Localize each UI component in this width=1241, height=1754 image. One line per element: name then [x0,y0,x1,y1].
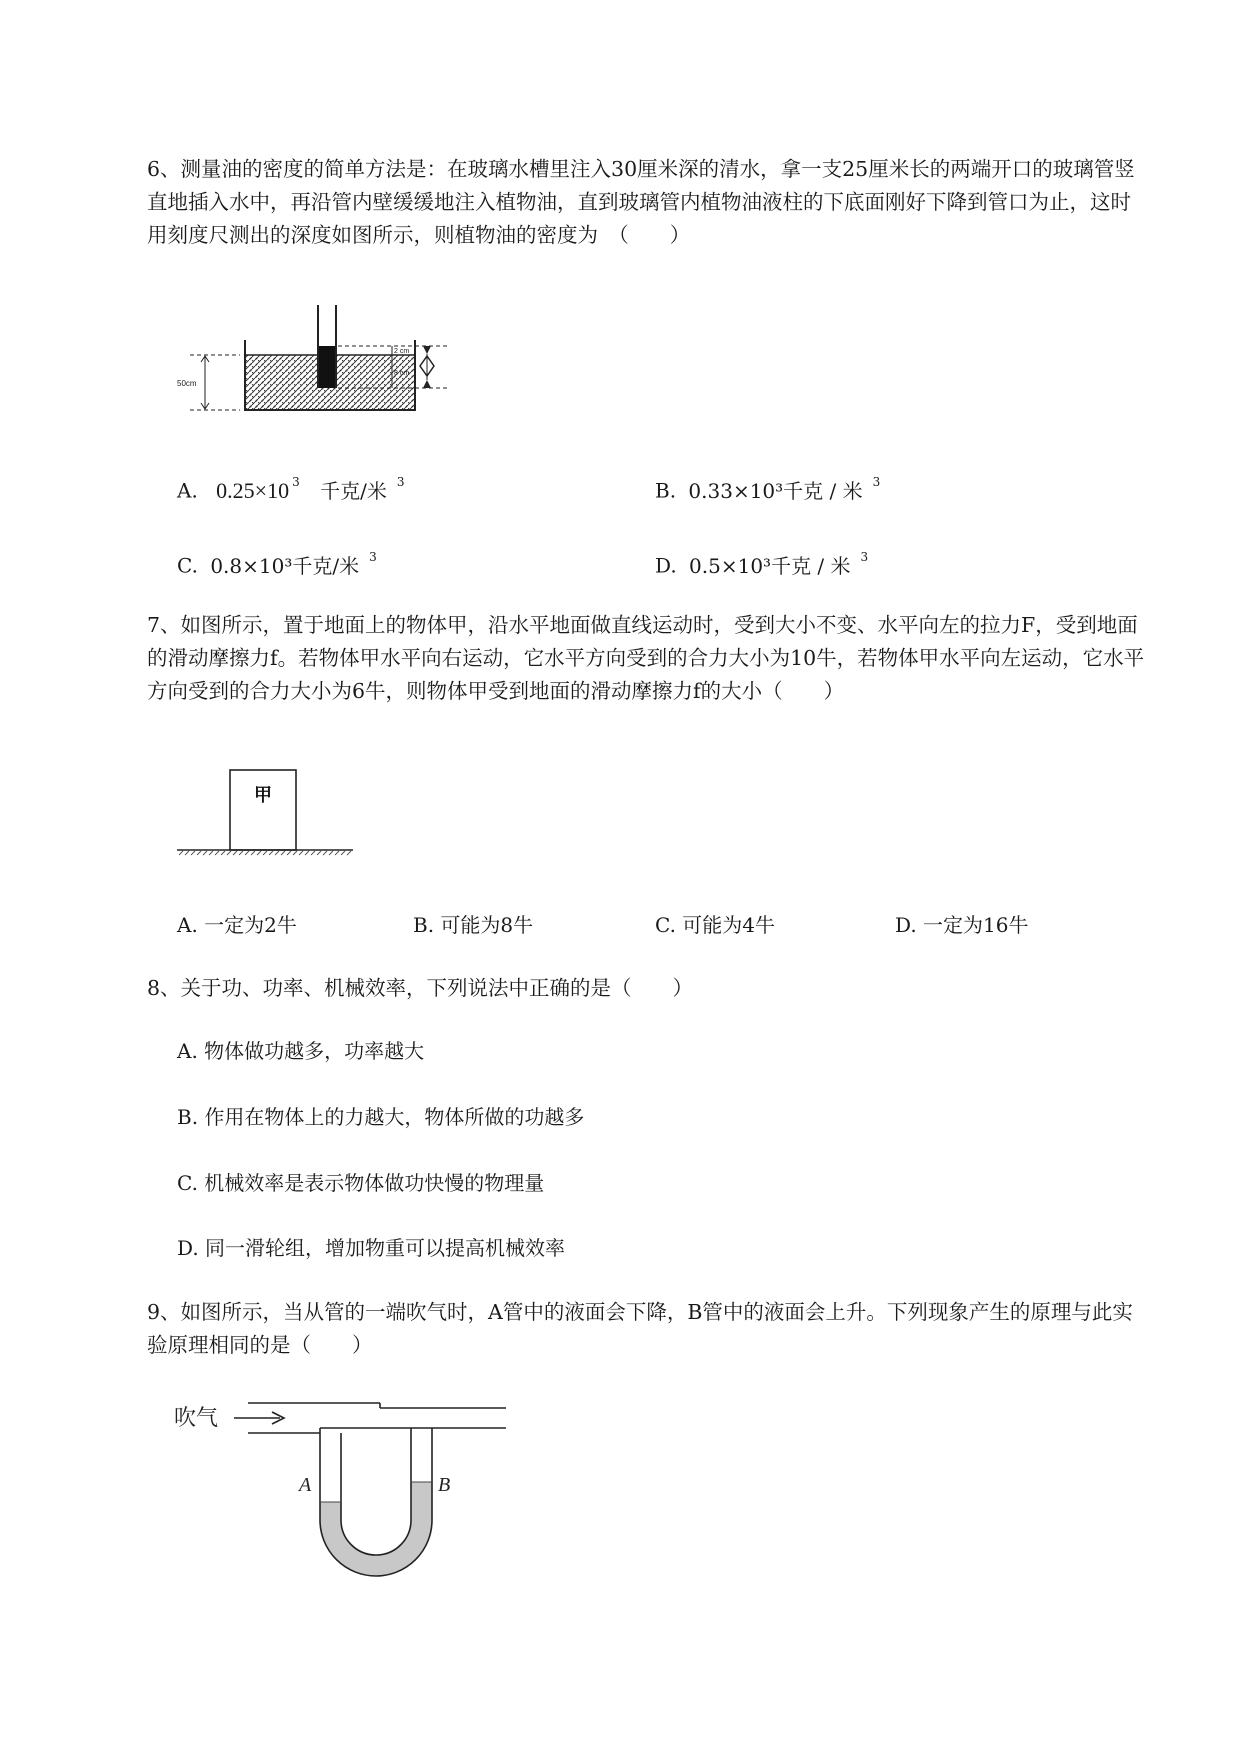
q6-option-c-value: 0.8×10³千克/米 [210,553,360,578]
tube-b-label: B [438,1474,451,1496]
block-jia [230,770,296,850]
q8-option-b[interactable]: B. 作用在物体上的力越大，物体所做的功越多 [177,1105,585,1129]
q6-option-a-exponent: 3 [292,475,300,489]
q8-option-d[interactable]: D. 同一滑轮组，增加物重可以提高机械效率 [177,1236,566,1260]
question-9-text: 9、如图所示，当从管的一端吹气时，A管中的液面会下降，B管中的液面会上升。下列现象产生的原理与此实验原理相同的是（ ） [147,1300,1133,1357]
q6-option-c-unit-exponent: 3 [369,550,377,564]
q7-option-c[interactable]: C. 可能为4牛 [655,913,776,937]
depth-label-top: 2 cm [394,348,410,355]
q6-option-d-value: 0.5×10³千克 / 米 [689,553,851,578]
oil-density-figure [177,300,510,420]
q6-option-a-letter: A. [177,478,198,503]
q7-option-a[interactable]: A. 一定为2牛 [177,913,297,937]
depth-label-mid: 8 cm [394,370,410,377]
question-6-text: 6、测量油的密度的简单方法是：在玻璃水槽里注入30厘米深的清水，拿一支25厘米长的两端开口的玻璃管竖直地插入水中，再沿管内壁缓缓地注入植物油，直到玻璃管内植物油液柱的下底面刚好下降到管口为止，这时用刻度尺测出的深度如图所示，则植物油的密度为 （ ） [147,157,1135,247]
block-on-ground-figure [175,765,355,855]
q6-option-d-letter: D. [655,553,677,578]
q6-option-a[interactable] [177,472,404,505]
q6-option-b-letter: B. [655,478,677,503]
u-tube-blowing-figure [170,1395,520,1570]
q8-option-a[interactable]: A. 物体做功越多，功率越大 [177,1039,425,1063]
q6-option-a-unit-exponent: 3 [396,475,405,489]
q6-option-a-value: 0.25×10 [216,477,290,503]
q7-option-d[interactable]: D. 一定为16牛 [895,913,1029,937]
q6-option-b[interactable] [655,472,880,505]
q6-option-a-unit: 千克/米 [320,478,387,503]
q6-option-b-unit-exponent: 3 [872,475,881,489]
depth-label-left: 50cm [177,379,197,388]
block-label: 甲 [254,785,272,806]
q6-option-c[interactable] [177,547,377,580]
question-7-text: 7、如图所示，置于地面上的物体甲，沿水平地面做直线运动时，受到大小不变、水平向左的拉力F，受到地面的滑动摩擦力f。若物体甲水平向右运动，它水平方向受到的合力大小为10牛，若物体甲水平向左运动，它水平方向受到的合力大小为6牛，则物体甲受到地面的滑动摩擦力f的大小（ ） [147,613,1145,703]
q8-option-c[interactable]: C. 机械效率是表示物体做功快慢的物理量 [177,1171,545,1195]
tube-a-label: A [299,1474,312,1496]
q6-option-c-letter: C. [177,553,198,578]
q7-option-b[interactable]: B. 可能为8牛 [413,913,534,937]
question-8-text: 8、关于功、功率、机械效率，下列说法中正确的是（ ） [147,976,694,1000]
blow-label: 吹气 [174,1406,219,1431]
q6-option-d-unit-exponent: 3 [860,550,869,564]
q6-option-b-value: 0.33×10³千克 / 米 [688,478,863,503]
q6-option-d[interactable] [655,547,868,580]
